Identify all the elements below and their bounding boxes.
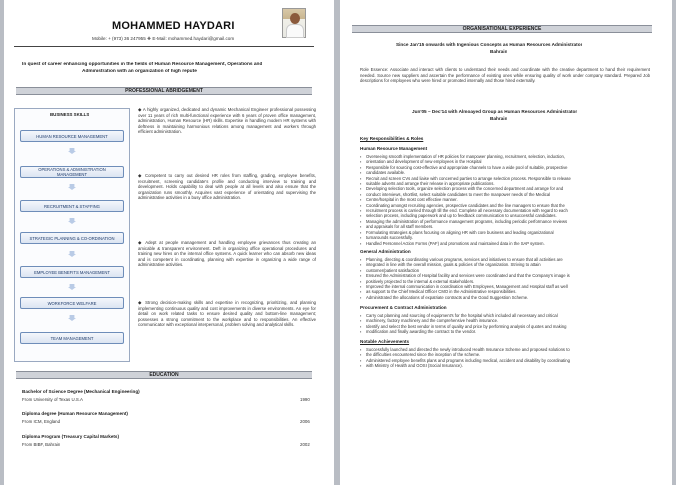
education-year-3: 2002 xyxy=(300,442,310,447)
skill-operations-administration: OPERATIONS & ADMINISTRATION MANAGEMENT xyxy=(20,166,124,178)
education-school-3: From BIBF, Bahrain xyxy=(22,442,61,447)
list-item: ▪ Administrated the allocations of expatriate contracts and the Good Suggestion Scheme. xyxy=(360,295,652,300)
list-item: ▪ candidates available. xyxy=(360,170,652,175)
candidate-name: MOHAMMED HAYDARI xyxy=(112,20,235,32)
skill-team-management: TEAM MANAGEMENT xyxy=(20,332,124,344)
role-essence: Role Essence: Associate and interact with clients to understand their needs and coordinate with the creative department to hand their requirement needed. Source new suppliers and ascertain the performance of existing ones while ensuring quality of work under company standard. Prepared Job descriptions for employees who were hired or promoted internally and those hired externally. xyxy=(360,67,650,83)
profile-paragraph-1: ◆ A highly organized, dedicated and dynamic Mechanical Engineer professional possessing over 11 years of rich multi-functional experience with 6 years of proven office management, administration, Human Resource (HR) skills. Expertise in handling modern HR systems with deftness in maintaining harmonious relations among management and workers through efficient administration. xyxy=(138,107,316,134)
skill-recruitment-staffing: RECRUITMENT & STAFFING xyxy=(20,200,124,212)
section-general-admin-title: General Administration xyxy=(360,249,411,254)
list-item: ▪ with Ministry of Health and GOSI (Social Insurance). xyxy=(360,363,652,368)
list-item: ▪ Responsible for sourcing cost-effective and appropriate channels to have a wide pool of suitable, prospective xyxy=(360,165,652,170)
achievements-bullets xyxy=(360,347,652,369)
list-item: ▪ and appraisals for all staff members. xyxy=(360,224,652,229)
list-item: ▪ Administered employee benefits plans and programs including medical, accident and disability by coordinating xyxy=(360,358,652,363)
job-1-location: Bahrain xyxy=(490,49,508,54)
list-item: ▪ Identify and select the best vendor in terms of quality and price by performing analysis of quotes and making xyxy=(360,324,652,329)
education-school-1: From University of Texas U.S.A xyxy=(22,397,83,402)
hrm-bullets xyxy=(360,154,652,246)
list-item: ▪ customer/patient satisfaction xyxy=(360,268,652,273)
list-item: ▪ Ensured the Administration of Hospital facility and services were coordinated and that the Company's image is xyxy=(360,273,652,278)
education-year-1: 1990 xyxy=(300,397,310,402)
list-item: ▪ Managing the administration of performance management programs, including periodic performance reviews xyxy=(360,219,652,224)
list-item: ▪ Formulating strategies & plans focusing on aligning HR with core business and leading organizational xyxy=(360,230,652,235)
list-item: ▪ selection process, including paperwork and up to feedback communication to unsuccessful candidates. xyxy=(360,213,652,218)
list-item: ▪ conduct interviews, shortlist, select suitable candidates to meet the manpower needs of the Medical xyxy=(360,192,652,197)
list-item: ▪ Recruit and screen CVs and liaise with concerned parties to arrange selection process. Responsible to release xyxy=(360,176,652,181)
section-hrm-title: Human Resource Management xyxy=(360,146,428,151)
list-item: ▪ Carry out planning and sourcing of equipment's for the hospital which included all necessary and critical xyxy=(360,313,652,318)
general-admin-bullets xyxy=(360,257,652,300)
list-item: ▪ positively projected to the internal & external stakeholders. xyxy=(360,279,652,284)
education-degree-2: Diploma degree (Human Resource Management) xyxy=(22,411,128,416)
list-item: ▪ as support to the Chief Medical Officer CMO in the Administrative responsibilities. xyxy=(360,289,652,294)
profile-paragraph-3: ◆ Adept at people management and handling employee grievances thus creating an amicable & transparent environment. Deft in organizing office operational procedures and training new hires on the internal office systems. A quick learner who can absorb new ideas and is competent in coordinating, planning with expertise in organizing a wide range of administrative activities. xyxy=(138,240,316,267)
key-responsibilities-heading: Key Responsibilities & Roles xyxy=(360,136,424,141)
section-education: EDUCATION xyxy=(16,371,312,379)
job-2-title: Jun'05 – Dec'14 with Almoayed Group as Human Resources Administrator xyxy=(412,109,578,114)
education-degree-3: Diploma Program (Treasury Capital Markets) xyxy=(22,434,120,439)
list-item: ▪ Planning, directing & coordinating various programs, services and initiatives to ensure that all activities are xyxy=(360,257,652,262)
list-item: ▪ Improved the internal communication in coordination with Employees, Management and Hospital staff as well xyxy=(360,284,652,289)
list-item: ▪ Developing selection tools, organize selection process with the concerned department and arrange for and xyxy=(360,186,652,191)
job-1-title: Since Jan'15 onwards with Ingenious Concepts as Human Resources Administrator xyxy=(396,42,583,47)
section-organisational-experience: ORGANISATIONAL EXPERIENCE xyxy=(352,25,652,33)
list-item: ▪ Handled Personnel Action Forms (PAF) and promotions and maintained data in the SAP system. xyxy=(360,241,652,246)
list-item: ▪ Centre/hospital in the most cost effective manner. xyxy=(360,197,652,202)
education-degree-1: Bachelor of Science Degree (Mechanical Engineering) xyxy=(22,389,140,394)
profile-paragraph-2: ◆ Competent to carry out desired HR roles from staffing, grading, employee benefits, recruitment, screening candidate's profile and conducting interview to training and development. Holds capability to deal with people at all levels and also ensure that the organization runs smoothly. Acquires vast experience of orientating and supervising the administrative activities in a busy office administration. xyxy=(138,173,316,200)
procurement-bullets xyxy=(360,313,652,335)
objective-line-1: In quest of career enhancing opportunities in the fields of Human Resource Management, Operations and xyxy=(22,62,263,67)
list-item: ▪ modification and finally awarding the contract to the vendor. xyxy=(360,329,652,334)
list-item: ▪ Overseeing smooth implementation of HR policies for manpower planning, recruitment, selection, induction, xyxy=(360,154,652,159)
section-procurement-title: Procurement & Contract Administration xyxy=(360,305,447,310)
header-rule xyxy=(14,46,314,47)
list-item: ▪ recruitment process is carried through till the end. Complete all necessary documentation with regard to each xyxy=(360,208,652,213)
skill-human-resource-management: HUMAN RESOURCE MANAGEMENT xyxy=(20,130,124,142)
profile-paragraph-4: ◆ Strong decision-making skills and expertise in recognizing, prioritizing, and planning implementing continuous quality and cost improvements in diverse environments. An eye for detail on work related tasks to ensure desired quality and bottom-line management; possesses a strong commitment to the workplace and to responsibilities. An effective communicator with exceptional interpersonal, problem solving and analytical skills. xyxy=(138,300,316,327)
list-item: ▪ suitable adverts and arrange their release in appropriate publications. xyxy=(360,181,652,186)
list-item: ▪ Successfully launched and directed the newly introduced Health Insurance Scheme and proposed solutions to xyxy=(360,347,652,352)
list-item: ▪ turnarounds successfully. xyxy=(360,235,652,240)
education-year-2: 2006 xyxy=(300,419,310,424)
list-item: ▪ the difficulties encountered since the inception of the scheme. xyxy=(360,352,652,357)
candidate-photo xyxy=(282,8,306,38)
section-professional-abridgement: PROFESSIONAL ABRIDGEMENT xyxy=(16,87,312,95)
list-item: ▪ machinery, factory machinery and the comprehensive health insurance. xyxy=(360,318,652,323)
resume-page-2 xyxy=(340,0,672,485)
objective-line-2: Administration with an organization of high repute xyxy=(82,69,197,74)
list-item: ▪ Coordinating amongst recruiting agencies, prospective candidates and the line managers to ensure that the xyxy=(360,203,652,208)
business-skills-title: BUSINESS SKILLS xyxy=(50,112,90,117)
list-item: ▪ integrated in line with the overall mission, goals & policies of the organization. Striving to attain xyxy=(360,262,652,267)
contact-line: Mobile: + (973) 36 247955 ❖ E-Mail: mohammed.haydari@gmail.com xyxy=(92,36,235,41)
skill-strategic-planning: STRATEGIC PLANNING & CO-ORDINATION xyxy=(20,232,124,244)
list-item: ▪ orientation and development of new employees in the Hospital xyxy=(360,159,652,164)
education-school-2: From ICM, England xyxy=(22,419,61,424)
skill-employee-benefits: EMPLOYEE BENEFITS MANAGEMENT xyxy=(20,266,124,278)
section-achievements-title: Notable Achievements xyxy=(360,339,410,344)
resume-page-1 xyxy=(4,0,334,485)
skill-workforce-welfare: WORKFORCE WELFARE xyxy=(20,297,124,309)
job-2-location: Bahrain xyxy=(490,116,508,121)
